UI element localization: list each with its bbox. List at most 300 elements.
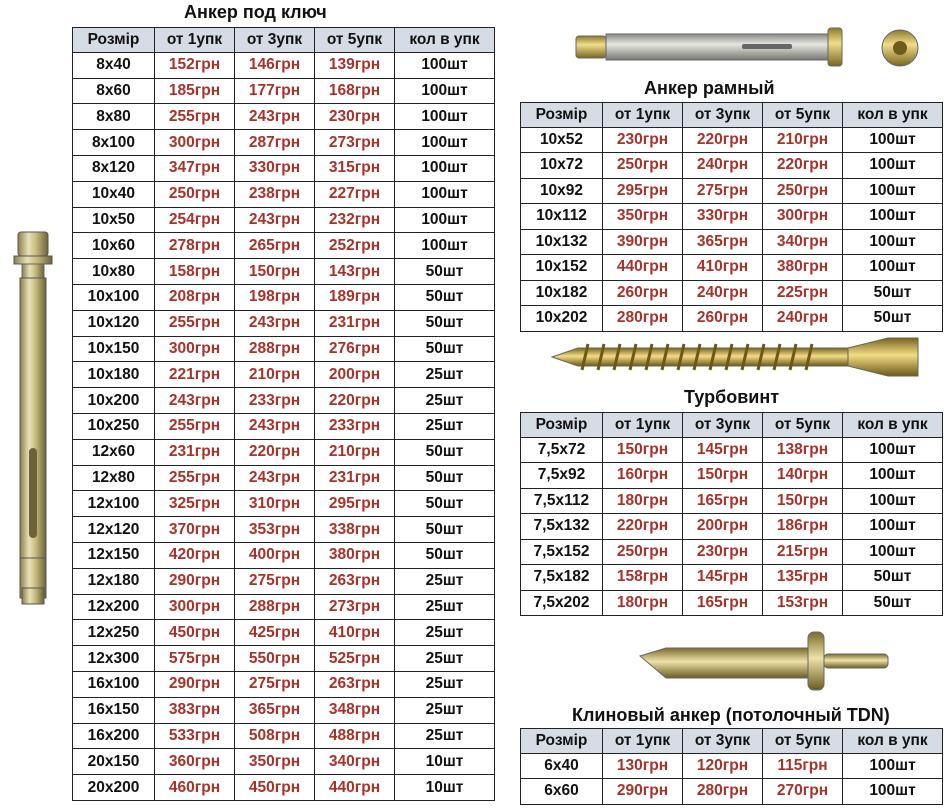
cell-size: 10x52 (521, 127, 603, 153)
cell-price-5: 189грн (315, 284, 395, 310)
cell-price-3: 365грн (235, 697, 315, 723)
cell-size: 16x200 (73, 723, 155, 749)
cell-price-1: 370грн (155, 517, 235, 543)
table-row (73, 155, 495, 181)
cell-qty: 100шт (843, 539, 943, 565)
cell-qty: 25шт (395, 697, 495, 723)
cell-size: 20x200 (73, 775, 155, 801)
cell-price-3: 165грн (683, 590, 763, 616)
cell-size: 10x100 (73, 284, 155, 310)
cell-qty: 50шт (395, 542, 495, 568)
cell-price-1: 150грн (603, 437, 683, 463)
cell-price-3: 145грн (683, 437, 763, 463)
cell-price-3: 240грн (683, 280, 763, 306)
cell-price-3: 550грн (235, 646, 315, 672)
cell-price-1: 130грн (603, 753, 683, 779)
cell-size: 10x72 (521, 153, 603, 179)
table-row (73, 646, 495, 672)
cell-price-1: 180грн (603, 488, 683, 514)
cell-size: 12x300 (73, 646, 155, 672)
table-row (73, 284, 495, 310)
table-row (73, 697, 495, 723)
cell-price-3: 240грн (683, 153, 763, 179)
cell-size: 10x152 (521, 255, 603, 281)
cell-size: 7,5x92 (521, 463, 603, 489)
header-price-3: от 3упк (683, 729, 763, 754)
header-price-5: от 5упк (763, 729, 843, 754)
cell-qty: 10шт (395, 749, 495, 775)
cell-price-3: 243грн (235, 104, 315, 130)
turbo-screw-table (520, 412, 943, 616)
cell-price-3: 210грн (235, 362, 315, 388)
header-price-5: от 5упк (763, 413, 843, 438)
frame-anchor-image (572, 26, 942, 70)
table-row (73, 723, 495, 749)
turbo-screw-image (548, 334, 920, 380)
cell-price-5: 225грн (763, 280, 843, 306)
cell-price-3: 365грн (683, 229, 763, 255)
cell-size: 20x150 (73, 749, 155, 775)
cell-price-5: 139грн (315, 52, 395, 78)
cell-qty: 100шт (395, 130, 495, 156)
cell-price-3: 288грн (235, 594, 315, 620)
table-row (73, 439, 495, 465)
cell-size: 12x150 (73, 542, 155, 568)
cell-qty: 25шт (395, 568, 495, 594)
cell-price-1: 360грн (155, 749, 235, 775)
cell-qty: 50шт (395, 310, 495, 336)
cell-price-5: 440грн (315, 775, 395, 801)
cell-price-3: 243грн (235, 207, 315, 233)
cell-qty: 50шт (395, 517, 495, 543)
cell-price-3: 410грн (683, 255, 763, 281)
table-row (73, 130, 495, 156)
cell-price-1: 278грн (155, 233, 235, 259)
table-row (73, 388, 495, 414)
cell-price-1: 295грн (603, 178, 683, 204)
table-row (521, 514, 943, 540)
cell-price-1: 280грн (603, 306, 683, 332)
cell-price-3: 220грн (235, 439, 315, 465)
header-size: Розмір (521, 729, 603, 754)
cell-size: 10x40 (73, 181, 155, 207)
cell-price-1: 420грн (155, 542, 235, 568)
cell-price-3: 230грн (683, 539, 763, 565)
table-row (73, 749, 495, 775)
cell-qty: 100шт (843, 255, 943, 281)
cell-price-5: 168грн (315, 78, 395, 104)
table-row (73, 52, 495, 78)
cell-price-1: 160грн (603, 463, 683, 489)
cell-price-5: 410грн (315, 620, 395, 646)
cell-price-1: 350грн (603, 204, 683, 230)
cell-price-5: 270грн (763, 779, 843, 805)
cell-price-5: 340грн (315, 749, 395, 775)
table-row (521, 539, 943, 565)
cell-price-1: 158грн (603, 565, 683, 591)
table-row (521, 488, 943, 514)
cell-qty: 50шт (395, 259, 495, 285)
cell-price-5: 227грн (315, 181, 395, 207)
cell-size: 10x92 (521, 178, 603, 204)
cell-qty: 10шт (395, 775, 495, 801)
cell-price-3: 198грн (235, 284, 315, 310)
cell-size: 8x60 (73, 78, 155, 104)
cell-price-1: 255грн (155, 413, 235, 439)
wedge-anchor-title: Клиновый анкер (потолочный TDN) (572, 705, 890, 725)
cell-price-3: 165грн (683, 488, 763, 514)
cell-price-1: 300грн (155, 336, 235, 362)
cell-price-1: 533грн (155, 723, 235, 749)
cell-qty: 50шт (395, 491, 495, 517)
cell-price-5: 252грн (315, 233, 395, 259)
cell-qty: 100шт (395, 207, 495, 233)
cell-price-1: 254грн (155, 207, 235, 233)
cell-price-1: 255грн (155, 310, 235, 336)
header-qty: кол в упк (843, 413, 943, 438)
cell-size: 16x150 (73, 697, 155, 723)
cell-price-1: 250грн (155, 181, 235, 207)
header-price-3: от 3упк (683, 103, 763, 128)
cell-price-1: 460грн (155, 775, 235, 801)
header-price-1: от 1упк (603, 413, 683, 438)
table-row (521, 753, 943, 779)
cell-size: 7,5x182 (521, 565, 603, 591)
cell-price-1: 290грн (155, 568, 235, 594)
cell-size: 8x80 (73, 104, 155, 130)
cell-price-1: 220грн (603, 514, 683, 540)
wedge-anchor-image (636, 630, 892, 692)
cell-price-3: 233грн (235, 388, 315, 414)
cell-qty: 100шт (843, 229, 943, 255)
cell-size: 10x180 (73, 362, 155, 388)
cell-price-5: 210грн (315, 439, 395, 465)
anchor-frame-table (520, 102, 943, 332)
cell-price-5: 300грн (763, 204, 843, 230)
table-row (521, 229, 943, 255)
cell-size: 7,5x112 (521, 488, 603, 514)
table-row (73, 594, 495, 620)
cell-price-5: 348грн (315, 697, 395, 723)
header-size: Розмір (73, 28, 155, 53)
header-qty: кол в упк (843, 729, 943, 754)
cell-price-1: 221грн (155, 362, 235, 388)
cell-size: 10x200 (73, 388, 155, 414)
table-row (73, 491, 495, 517)
cell-qty: 50шт (395, 439, 495, 465)
cell-price-3: 287грн (235, 130, 315, 156)
cell-price-5: 488грн (315, 723, 395, 749)
cell-qty: 50шт (395, 284, 495, 310)
cell-price-5: 143грн (315, 259, 395, 285)
cell-price-1: 575грн (155, 646, 235, 672)
cell-price-1: 230грн (603, 127, 683, 153)
cell-qty: 100шт (395, 233, 495, 259)
cell-price-3: 150грн (683, 463, 763, 489)
cell-price-1: 347грн (155, 155, 235, 181)
cell-qty: 100шт (843, 488, 943, 514)
table-row (73, 465, 495, 491)
table-row (521, 779, 943, 805)
turbo-screw-title: Турбовинт (684, 387, 780, 407)
anchor-key-table (72, 27, 495, 801)
table-row (521, 280, 943, 306)
cell-price-1: 158грн (155, 259, 235, 285)
cell-qty: 100шт (843, 204, 943, 230)
cell-price-3: 450грн (235, 775, 315, 801)
cell-price-3: 220грн (683, 127, 763, 153)
table-row (73, 568, 495, 594)
cell-qty: 100шт (395, 181, 495, 207)
cell-price-3: 177грн (235, 78, 315, 104)
cell-price-1: 180грн (603, 590, 683, 616)
cell-price-3: 508грн (235, 723, 315, 749)
cell-price-3: 145грн (683, 565, 763, 591)
cell-price-5: 150грн (763, 488, 843, 514)
header-size: Розмір (521, 413, 603, 438)
cell-price-5: 231грн (315, 465, 395, 491)
cell-size: 10x202 (521, 306, 603, 332)
header-row (521, 413, 943, 438)
cell-price-5: 240грн (763, 306, 843, 332)
table-row (73, 413, 495, 439)
cell-size: 8x100 (73, 130, 155, 156)
cell-qty: 50шт (843, 306, 943, 332)
table-row (73, 336, 495, 362)
cell-price-3: 275грн (235, 671, 315, 697)
cell-qty: 100шт (395, 52, 495, 78)
cell-price-5: 220грн (315, 388, 395, 414)
header-size: Розмір (521, 103, 603, 128)
cell-price-1: 255грн (155, 465, 235, 491)
table-row (73, 775, 495, 801)
cell-qty: 100шт (843, 463, 943, 489)
cell-price-3: 353грн (235, 517, 315, 543)
table-row (521, 255, 943, 281)
cell-qty: 25шт (395, 723, 495, 749)
cell-price-3: 275грн (235, 568, 315, 594)
header-price-1: от 1упк (155, 28, 235, 53)
cell-price-3: 260грн (683, 306, 763, 332)
table-row (73, 671, 495, 697)
cell-qty: 25шт (395, 388, 495, 414)
cell-size: 8x40 (73, 52, 155, 78)
cell-price-5: 138грн (763, 437, 843, 463)
cell-size: 10x50 (73, 207, 155, 233)
cell-qty: 50шт (843, 590, 943, 616)
cell-size: 12x200 (73, 594, 155, 620)
cell-price-3: 146грн (235, 52, 315, 78)
cell-size: 10x250 (73, 413, 155, 439)
table-row (73, 620, 495, 646)
cell-price-3: 350грн (235, 749, 315, 775)
table-row (73, 310, 495, 336)
cell-price-3: 330грн (235, 155, 315, 181)
header-qty: кол в упк (395, 28, 495, 53)
cell-qty: 100шт (395, 155, 495, 181)
header-price-5: от 5упк (315, 28, 395, 53)
cell-price-3: 243грн (235, 465, 315, 491)
cell-price-5: 263грн (315, 671, 395, 697)
cell-price-5: 153грн (763, 590, 843, 616)
cell-size: 7,5x202 (521, 590, 603, 616)
cell-price-5: 140грн (763, 463, 843, 489)
cell-price-5: 200грн (315, 362, 395, 388)
cell-price-5: 233грн (315, 413, 395, 439)
cell-price-3: 400грн (235, 542, 315, 568)
cell-price-1: 300грн (155, 130, 235, 156)
cell-price-1: 208грн (155, 284, 235, 310)
cell-qty: 100шт (843, 127, 943, 153)
cell-price-1: 231грн (155, 439, 235, 465)
cell-qty: 50шт (395, 336, 495, 362)
cell-size: 10x182 (521, 280, 603, 306)
cell-qty: 100шт (843, 779, 943, 805)
cell-size: 10x150 (73, 336, 155, 362)
header-price-5: от 5упк (763, 103, 843, 128)
cell-price-5: 315грн (315, 155, 395, 181)
header-price-3: от 3упк (235, 28, 315, 53)
cell-size: 7,5x152 (521, 539, 603, 565)
table-row (521, 590, 943, 616)
cell-price-1: 260грн (603, 280, 683, 306)
cell-price-3: 310грн (235, 491, 315, 517)
cell-price-5: 115грн (763, 753, 843, 779)
table-row (73, 78, 495, 104)
cell-price-3: 238грн (235, 181, 315, 207)
cell-qty: 25шт (395, 671, 495, 697)
cell-price-5: 220грн (763, 153, 843, 179)
cell-price-3: 200грн (683, 514, 763, 540)
cell-price-5: 250грн (763, 178, 843, 204)
header-price-3: от 3упк (683, 413, 763, 438)
cell-price-5: 263грн (315, 568, 395, 594)
cell-price-5: 380грн (763, 255, 843, 281)
cell-qty: 100шт (395, 78, 495, 104)
cell-size: 12x80 (73, 465, 155, 491)
cell-price-1: 450грн (155, 620, 235, 646)
header-row (521, 103, 943, 128)
cell-price-1: 440грн (603, 255, 683, 281)
table-row (521, 463, 943, 489)
cell-price-5: 232грн (315, 207, 395, 233)
cell-price-1: 290грн (603, 779, 683, 805)
cell-qty: 100шт (843, 178, 943, 204)
table-row (521, 565, 943, 591)
cell-qty: 100шт (843, 153, 943, 179)
cell-price-5: 276грн (315, 336, 395, 362)
cell-price-1: 390грн (603, 229, 683, 255)
cell-price-5: 340грн (763, 229, 843, 255)
cell-size: 10x80 (73, 259, 155, 285)
cell-size: 12x100 (73, 491, 155, 517)
cell-price-3: 265грн (235, 233, 315, 259)
table-row (73, 259, 495, 285)
cell-price-3: 280грн (683, 779, 763, 805)
anchor-frame-title: Анкер рамный (644, 78, 775, 98)
header-row (73, 28, 495, 53)
cell-qty: 25шт (395, 362, 495, 388)
cell-size: 7,5x72 (521, 437, 603, 463)
cell-price-5: 273грн (315, 130, 395, 156)
cell-price-1: 152грн (155, 52, 235, 78)
table-row (521, 178, 943, 204)
cell-size: 12x60 (73, 439, 155, 465)
cell-qty: 100шт (395, 104, 495, 130)
table-row (73, 104, 495, 130)
cell-price-3: 120грн (683, 753, 763, 779)
anchor-key-title: Анкер под ключ (184, 2, 327, 22)
cell-size: 12x250 (73, 620, 155, 646)
cell-price-3: 330грн (683, 204, 763, 230)
cell-price-3: 275грн (683, 178, 763, 204)
cell-price-1: 250грн (603, 539, 683, 565)
cell-size: 8x120 (73, 155, 155, 181)
cell-size: 10x120 (73, 310, 155, 336)
table-row (73, 542, 495, 568)
cell-price-5: 230грн (315, 104, 395, 130)
cell-price-5: 135грн (763, 565, 843, 591)
cell-price-1: 185грн (155, 78, 235, 104)
table-row (521, 204, 943, 230)
cell-price-5: 338грн (315, 517, 395, 543)
header-price-1: от 1упк (603, 103, 683, 128)
cell-price-3: 150грн (235, 259, 315, 285)
cell-price-1: 255грн (155, 104, 235, 130)
header-qty: кол в упк (843, 103, 943, 128)
cell-price-5: 525грн (315, 646, 395, 672)
cell-qty: 25шт (395, 620, 495, 646)
cell-price-1: 325грн (155, 491, 235, 517)
cell-size: 12x180 (73, 568, 155, 594)
cell-price-5: 295грн (315, 491, 395, 517)
cell-price-3: 425грн (235, 620, 315, 646)
cell-size: 6x60 (521, 779, 603, 805)
cell-price-3: 243грн (235, 413, 315, 439)
table-row (73, 233, 495, 259)
table-row (521, 127, 943, 153)
cell-size: 10x132 (521, 229, 603, 255)
cell-price-1: 243грн (155, 388, 235, 414)
cell-size: 16x100 (73, 671, 155, 697)
cell-qty: 100шт (843, 437, 943, 463)
cell-price-5: 186грн (763, 514, 843, 540)
cell-size: 12x120 (73, 517, 155, 543)
cell-qty: 100шт (843, 514, 943, 540)
cell-price-1: 290грн (155, 671, 235, 697)
cell-qty: 50шт (843, 565, 943, 591)
table-row (521, 437, 943, 463)
cell-qty: 50шт (395, 465, 495, 491)
cell-price-3: 243грн (235, 310, 315, 336)
cell-qty: 25шт (395, 646, 495, 672)
cell-price-1: 250грн (603, 153, 683, 179)
cell-price-5: 210грн (763, 127, 843, 153)
header-price-1: от 1упк (603, 729, 683, 754)
cell-size: 6x40 (521, 753, 603, 779)
anchor-bolt-image (8, 228, 58, 614)
header-row (521, 729, 943, 754)
cell-price-3: 288грн (235, 336, 315, 362)
table-row (73, 207, 495, 233)
cell-price-1: 300грн (155, 594, 235, 620)
table-row (521, 306, 943, 332)
cell-qty: 25шт (395, 413, 495, 439)
table-row (521, 153, 943, 179)
cell-size: 10x60 (73, 233, 155, 259)
cell-price-5: 231грн (315, 310, 395, 336)
cell-qty: 100шт (843, 753, 943, 779)
